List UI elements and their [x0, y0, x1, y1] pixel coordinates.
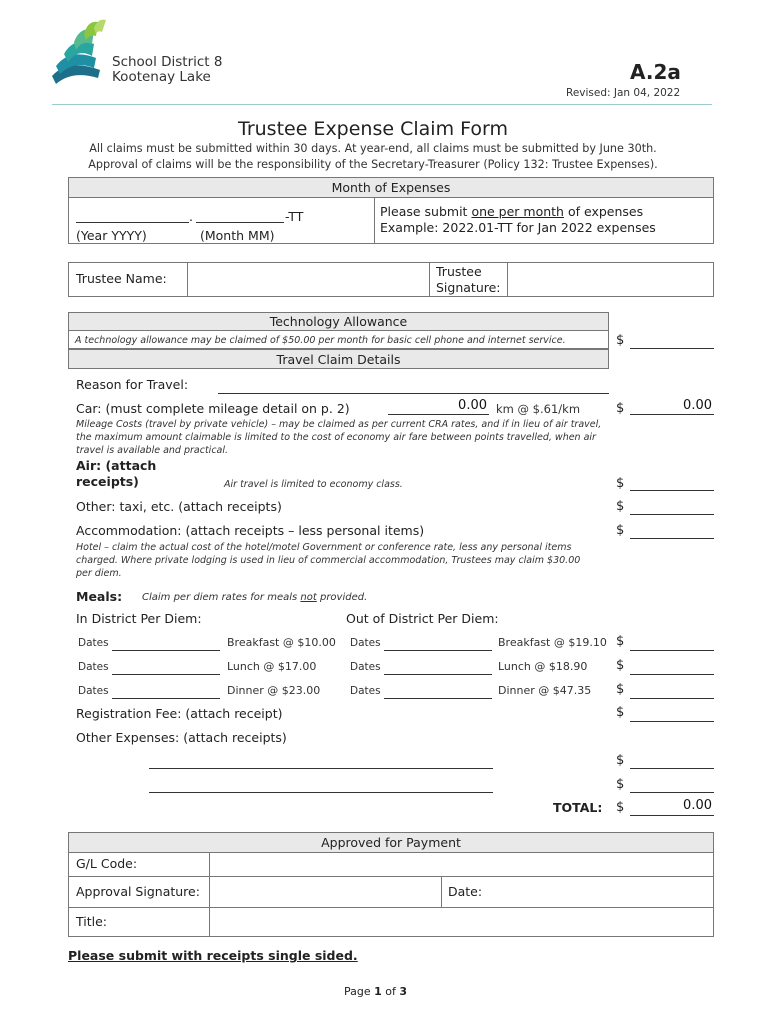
intro-line-2: Approval of claims will be the responsibility of the Secretary-Treasurer (Policy 132: Trustee Expenses).	[88, 158, 658, 171]
other-label: Other: taxi, etc. (attach receipts)	[76, 499, 282, 514]
month-note	[380, 204, 643, 219]
out-rate-breakfast: Breakfast @ $19.10	[498, 636, 607, 649]
in-dates-input-lunch[interactable]	[112, 674, 220, 675]
gl-code-field[interactable]	[211, 853, 712, 875]
page-title: Trustee Expense Claim Form	[238, 118, 508, 140]
gl-code-label: G/L Code:	[76, 856, 138, 871]
registration-amount-input[interactable]	[630, 721, 714, 722]
km-rate: km @ $.61/km	[496, 402, 581, 416]
total-dollar: $	[616, 800, 625, 815]
org-name-line2: Kootenay Lake	[112, 69, 211, 85]
revised-date: Revised: Jan 04, 2022	[566, 87, 681, 99]
month-note-suffix: of expenses	[563, 204, 644, 219]
total-label: TOTAL:	[553, 800, 603, 815]
district-logo-mark	[48, 18, 110, 92]
car-dollar: $	[616, 401, 625, 416]
accommodation-note: Hotel – claim the actual cost of the hotel/motel Government or conference rate, less any personal items charged. Where private lodging is used in lieu of commercial accommodation, Trustees may claim $30.00 per diem.	[76, 542, 581, 579]
air-label-1: Air: (attach	[76, 458, 157, 473]
meal-dollar-dinner: $	[616, 682, 625, 697]
approval-signature-label: Approval Signature:	[76, 884, 200, 899]
meal-amount-input-lunch[interactable]	[630, 674, 714, 675]
other-dollar: $	[616, 499, 625, 514]
air-label-2: receipts)	[76, 474, 139, 489]
other-expense-dollar-1: $	[616, 753, 625, 768]
approval-row-sep-2	[68, 907, 714, 908]
travel-heading: Travel Claim Details	[68, 349, 609, 369]
trustee-divider-3	[507, 262, 508, 297]
approval-title-label: Title:	[76, 914, 107, 929]
meals-note-underlined: not	[300, 592, 317, 603]
trustee-divider-1	[187, 262, 188, 297]
in-dates-label-breakfast: Dates	[78, 637, 109, 649]
other-expense-desc-input-1[interactable]	[149, 768, 493, 769]
approval-signature-field[interactable]	[211, 878, 440, 906]
km-input[interactable]	[388, 414, 489, 415]
month-input[interactable]	[196, 222, 284, 223]
out-dates-label-dinner: Dates	[350, 685, 381, 697]
trustee-divider-2	[429, 262, 430, 297]
total-amount: 0.00	[683, 798, 712, 813]
month-heading: Month of Expenses	[68, 177, 714, 198]
tech-heading: Technology Allowance	[68, 312, 609, 331]
km-value: 0.00	[458, 398, 487, 413]
reason-input[interactable]	[218, 393, 609, 394]
month-box-divider	[374, 197, 375, 244]
month-label: (Month MM)	[200, 228, 275, 243]
meals-note-prefix: Claim per diem rates for meals	[142, 592, 301, 603]
tech-dollar: $	[616, 333, 625, 348]
approval-date-divider	[441, 876, 442, 907]
out-district-label: Out of District Per Diem:	[346, 611, 499, 626]
approval-date-field[interactable]	[490, 878, 712, 906]
page-mid: of	[381, 985, 400, 998]
tech-note: A technology allowance may be claimed of $50.00 per month for basic cell phone and internet service.	[75, 335, 566, 346]
other-expense-amount-input-1[interactable]	[630, 768, 714, 769]
meal-dollar-lunch: $	[616, 658, 625, 673]
approval-row-sep-1	[68, 876, 714, 877]
year-input[interactable]	[76, 222, 189, 223]
page-number	[344, 985, 407, 998]
form-code: A.2a	[630, 60, 681, 84]
meal-amount-input-breakfast[interactable]	[630, 650, 714, 651]
tech-amount-input[interactable]	[630, 348, 714, 349]
meal-amount-input-dinner[interactable]	[630, 698, 714, 699]
air-amount-input[interactable]	[630, 490, 714, 491]
in-dates-input-dinner[interactable]	[112, 698, 220, 699]
other-expense-amount-input-2[interactable]	[630, 792, 714, 793]
reason-label: Reason for Travel:	[76, 377, 189, 392]
district-logo	[48, 18, 110, 92]
tt-suffix: -TT	[285, 209, 304, 224]
in-rate-dinner: Dinner @ $23.00	[227, 684, 321, 697]
year-month-dot: .	[189, 209, 193, 224]
intro-line-1: All claims must be submitted within 30 days. At year-end, all claims must be submitted by June 30th.	[89, 142, 657, 155]
out-dates-input-dinner[interactable]	[384, 698, 492, 699]
registration-dollar: $	[616, 705, 625, 720]
out-rate-lunch: Lunch @ $18.90	[498, 660, 588, 673]
car-amount-input[interactable]	[630, 414, 714, 415]
car-amount: 0.00	[683, 398, 712, 413]
out-dates-input-lunch[interactable]	[384, 674, 492, 675]
page-total: 3	[399, 985, 408, 998]
other-amount-input[interactable]	[630, 514, 714, 515]
out-dates-input-breakfast[interactable]	[384, 650, 492, 651]
org-name-line1: School District 8	[112, 54, 223, 70]
trustee-sig-label-2: Signature:	[436, 280, 501, 295]
page-current: 1	[374, 985, 382, 998]
trustee-signature-field[interactable]	[509, 264, 712, 295]
air-dollar: $	[616, 476, 625, 491]
accommodation-label: Accommodation: (attach receipts – less personal items)	[76, 523, 425, 538]
out-dates-label-lunch: Dates	[350, 661, 381, 673]
mileage-note: Mileage Costs (travel by private vehicle) – may be claimed as per current CRA rates, and if in lieu of air travel, the maximum amount claimable is limited to the cost of economy air fare between points travelled, when air travel is available and practical.	[76, 419, 602, 456]
registration-label: Registration Fee: (attach receipt)	[76, 706, 283, 721]
year-label: (Year YYYY)	[76, 228, 147, 243]
trustee-sig-label-1: Trustee	[436, 264, 482, 279]
other-expense-dollar-2: $	[616, 777, 625, 792]
out-dates-label-breakfast: Dates	[350, 637, 381, 649]
in-district-label: In District Per Diem:	[76, 611, 202, 626]
month-note-prefix: Please submit	[380, 204, 472, 219]
month-note-underlined: one per month	[471, 204, 564, 219]
meals-note	[142, 591, 367, 604]
in-dates-label-lunch: Dates	[78, 661, 109, 673]
bottom-note: Please submit with receipts single sided.	[68, 948, 358, 963]
approval-heading: Approved for Payment	[68, 832, 714, 853]
month-example: Example: 2022.01-TT for Jan 2022 expenses	[380, 220, 656, 235]
approval-title-field[interactable]	[211, 909, 712, 936]
in-rate-lunch: Lunch @ $17.00	[227, 660, 317, 673]
trustee-name-label: Trustee Name:	[76, 271, 167, 286]
total-amount-line	[630, 815, 714, 816]
in-dates-input-breakfast[interactable]	[112, 650, 220, 651]
other-expenses-label: Other Expenses: (attach receipts)	[76, 730, 287, 745]
accommodation-dollar: $	[616, 523, 625, 538]
out-rate-dinner: Dinner @ $47.35	[498, 684, 592, 697]
air-note: Air travel is limited to economy class.	[224, 479, 403, 490]
meals-label: Meals:	[76, 589, 123, 604]
header-divider	[52, 104, 712, 105]
page-prefix: Page	[344, 985, 375, 998]
trustee-name-field[interactable]	[189, 264, 427, 295]
approval-date-label: Date:	[448, 884, 483, 899]
meal-dollar-breakfast: $	[616, 634, 625, 649]
approval-col-divider	[209, 852, 210, 937]
other-expense-desc-input-2[interactable]	[149, 792, 493, 793]
in-dates-label-dinner: Dates	[78, 685, 109, 697]
meals-note-suffix: provided.	[316, 592, 368, 603]
accommodation-amount-input[interactable]	[630, 538, 714, 539]
in-rate-breakfast: Breakfast @ $10.00	[227, 636, 336, 649]
car-label: Car: (must complete mileage detail on p. 2)	[76, 401, 350, 416]
